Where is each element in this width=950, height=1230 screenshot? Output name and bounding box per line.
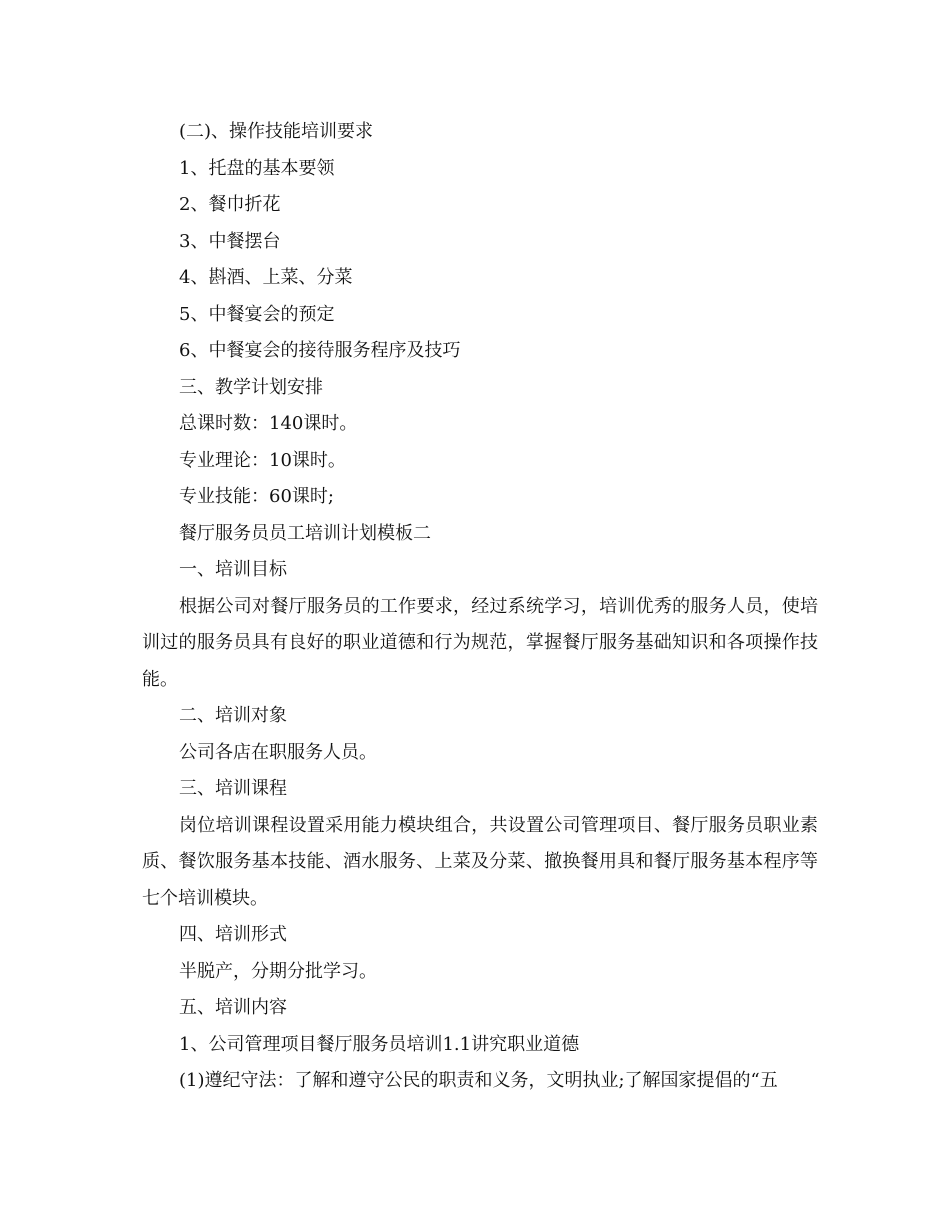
list-item: 1、公司管理项目餐厅服务员培训1.1讲究职业道德 xyxy=(179,1033,580,1055)
document-subtitle: 餐厅服务员员工培训计划模板二 xyxy=(179,522,431,544)
section-heading-skills-requirements: (二)、操作技能培训要求 xyxy=(179,121,374,142)
list-item: 3、中餐摆台 xyxy=(179,230,281,252)
paragraph-training-courses: 岗位培训课程设置采用能力模块组合，共设置公司管理项目、餐厅服务员职业素质、餐饮服务基本技能、酒水服务、上菜及分菜、撤换餐用具和餐厅服务基本程序等七个培训模块。 xyxy=(142,814,818,909)
document-body xyxy=(142,114,818,1100)
section-heading-training-goals: 一、培训目标 xyxy=(179,559,287,580)
text-line: 公司各店在职服务人员。 xyxy=(179,741,377,763)
list-item: 6、中餐宴会的接待服务程序及技巧 xyxy=(179,340,461,361)
text-line: 半脱产，分期分批学习。 xyxy=(179,960,377,982)
section-heading-training-courses: 三、培训课程 xyxy=(179,778,287,799)
list-item: 4、斟酒、上菜、分菜 xyxy=(179,267,353,288)
section-heading-teaching-plan: 三、教学计划安排 xyxy=(179,376,323,398)
text-line: 专业理论：10课时。 xyxy=(179,449,346,471)
text-line: 专业技能：60课时; xyxy=(179,486,334,507)
list-item: (1)遵纪守法：了解和遵守公民的职责和义务，文明执业;了解国家提倡的“五 xyxy=(179,1070,778,1091)
section-heading-training-format: 四、培训形式 xyxy=(179,924,287,945)
section-heading-training-targets: 二、培训对象 xyxy=(179,705,287,726)
list-item: 2、餐巾折花 xyxy=(179,194,281,215)
list-item: 1、托盘的基本要领 xyxy=(179,157,335,179)
list-item: 5、中餐宴会的预定 xyxy=(179,303,335,325)
paragraph-training-goals: 根据公司对餐厅服务员的工作要求，经过系统学习，培训优秀的服务人员，使培训过的服务员具有良好的职业道德和行为规范，掌握餐厅服务基础知识和各项操作技能。 xyxy=(142,595,818,690)
section-heading-training-content: 五、培训内容 xyxy=(179,997,287,1018)
text-line: 总课时数：140课时。 xyxy=(179,413,358,434)
